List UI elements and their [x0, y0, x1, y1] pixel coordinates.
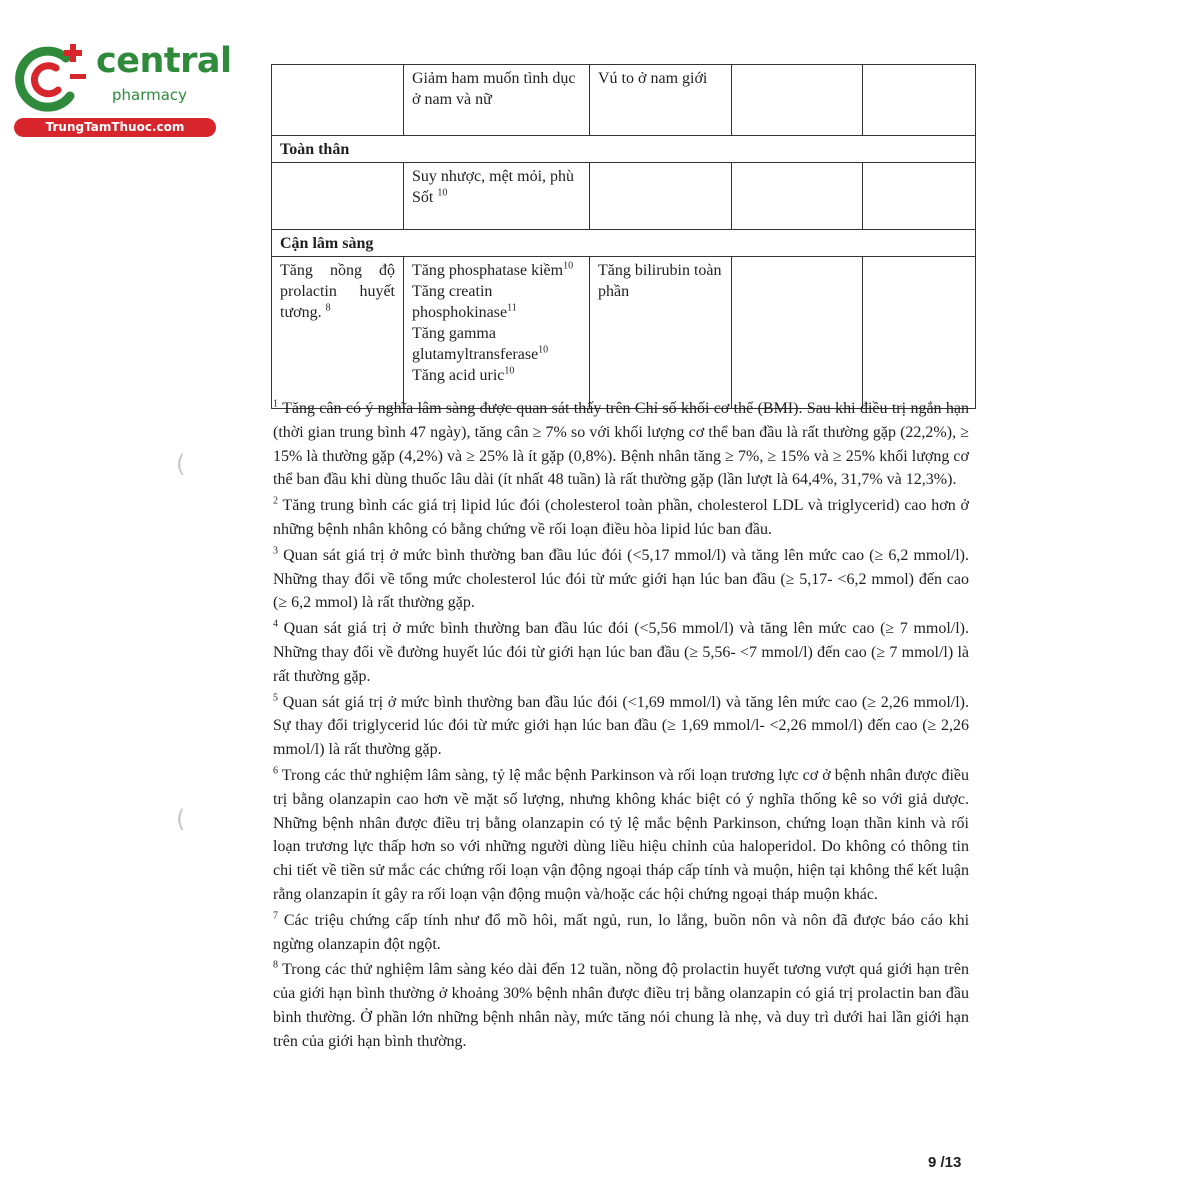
cell-text-line: Sốt $^{10}$ — [412, 187, 448, 206]
page-number: 9 /13 — [928, 1154, 962, 1171]
margin-mark: ( — [176, 805, 186, 833]
table-cell — [272, 163, 404, 230]
logo-c-cross-icon — [12, 40, 92, 118]
table-cell — [590, 65, 732, 136]
footnote — [273, 691, 969, 762]
table-cell — [272, 65, 404, 136]
table-cell — [863, 257, 976, 409]
table-cell — [590, 163, 732, 230]
footnote-text: Tăng cân có ý nghĩa lâm sàng được quan sát thấy trên Chỉ số khối cơ thể (BMI). Sau khi điều trị ngắn hạn (thời gian trung bình 47 ngày), tăng cân ≥ 7% so với khối lượng cơ thể ban đầu là rất thường gặp (22,2%), ≥ 15% là thường gặp (4,2%) và ≥ 25% là ít gặp (0,8%). Bệnh nhân tăng ≥ 7%, ≥ 15% và ≥ 25% khối lượng cơ thể ban đầu khi dùng thuốc lâu dài (ít nhất 48 tuần) là rất thường gặp (lần lượt là 64,4%, 31,7% và 12,3%). — [273, 400, 969, 489]
footnote-text: Quan sát giá trị ở mức bình thường ban đầu lúc đói (<5,56 mmol/l) và tăng lên mức cao (≥ 7 mmol/l). Những thay đổi về đường huyết lúc đói từ giới hạn lúc ban đầu (≥ 5,56- <7 mmol/l) đến cao (≥ 7 mmol/l) là rất thường gặp. — [273, 620, 970, 685]
footnote-ref: 10 — [563, 260, 574, 272]
cell-text: Suy nhược, mệt mỏi, phù — [412, 168, 575, 185]
footnote — [273, 617, 969, 688]
table-cell — [404, 257, 590, 409]
cell-text: Vú to ở nam giới — [598, 70, 708, 87]
footnote-ref: 10 — [437, 187, 448, 199]
footnote-text: Trong các thử nghiệm lâm sàng kéo dài đến 12 tuần, nồng độ prolactin huyết tương vượt quá giới hạn trên của giới hạn bình thường ở khoảng 30% bệnh nhân được điều trị bằng olanzapin có giá trị prolactin ban đầu bình thường. Ở phần lớn những bệnh nhân này, mức tăng nói chung là nhẹ, và duy trì dưới hai lần giới hạn trên của giới hạn bình thường. — [273, 961, 969, 1050]
footnote — [273, 764, 969, 907]
cell-text-line: Tăng phosphatase kiềm$^{10}$ — [412, 260, 574, 279]
footnote-text: Quan sát giá trị ở mức bình thường ban đầu lúc đói (<1,69 mmol/l) và tăng lên mức cao (≥ 2,26 mmol/l). Sự thay đổi triglycerid lúc đói từ mức giới hạn lúc ban đầu (≥ 1,69 mmol/l- <2,26 mmol/l) đến cao (≥ 2,26 mmol/l) là rất thường gặp. — [273, 693, 970, 759]
footnote — [273, 958, 969, 1053]
footnote-number: 7 — [273, 910, 278, 922]
footnote-number: 6 — [273, 765, 278, 777]
pharmacy-logo — [8, 34, 232, 144]
table-row — [272, 65, 976, 136]
table-section-row — [272, 136, 976, 163]
table-row — [272, 257, 976, 409]
table-cell — [863, 65, 976, 136]
table-cell — [590, 257, 732, 409]
footnote-text: Các triệu chứng cấp tính như đổ mồ hôi, mất ngủ, run, lo lắng, buồn nôn và nôn đã được báo cáo khi ngừng olanzapin đột ngột. — [273, 911, 970, 953]
logo-subtitle: pharmacy — [112, 86, 188, 104]
footnote — [273, 544, 969, 615]
cell-text-line: Tăng creatin phosphokinase$^{11}$ — [412, 283, 517, 321]
footnote-number: 4 — [273, 618, 278, 630]
table-cell — [732, 65, 863, 136]
table-cell — [404, 163, 590, 230]
table-cell — [732, 163, 863, 230]
section-heading: Cận lâm sàng — [272, 230, 976, 257]
adverse-reactions-table — [271, 64, 976, 409]
footnote — [273, 494, 969, 542]
footnote-ref: 8 — [325, 302, 331, 314]
table-cell — [272, 257, 404, 409]
cell-text: Tăng bilirubin toàn phần — [598, 262, 722, 300]
footnote-text: Tăng trung bình các giá trị lipid lúc đói (cholesterol toàn phần, cholesterol LDL và triglycerid) cao hơn ở những bệnh nhân không có bằng chứng về rối loạn điều hòa lipid lúc ban đầu. — [273, 497, 970, 538]
footnote-ref: 10 — [538, 344, 549, 356]
cell-text-line: Tăng gamma glutamyltransferase$^{10}$ — [412, 325, 549, 363]
table-cell — [732, 257, 863, 409]
cell-text: Giảm ham muốn tình dục ở nam và nữ — [412, 70, 576, 108]
footnote-text: Trong các thử nghiệm lâm sàng, tỷ lệ mắc bệnh Parkinson và rối loạn trương lực cơ ở bệnh nhân được điều trị bằng olanzapin cao hơn về mặt số lượng, nhưng không khác biệt có ý nghĩa thống kê so với giả dược. Những bệnh nhân được điều trị bằng olanzapin có tỷ lệ mắc bệnh Parkinson, chứng loạn thần kinh và rối loạn trương lực thấp hơn so với những người dùng liều hiệu chỉnh của haloperidol. Do không có thông tin chi tiết về tiền sử mắc các chứng rối loạn vận động ngoại tháp cấp tính và muộn, hiện tại không thể kết luận rằng olanzapin ít gây ra rối loạn vận động muộn và/hoặc các hội chứng ngoại tháp muộn khác. — [273, 766, 969, 903]
footnote-number: 3 — [273, 545, 278, 557]
footnotes — [273, 397, 969, 1056]
logo-name: central — [96, 41, 232, 81]
cell-text-line: Tăng acid uric$^{10}$ — [412, 365, 515, 384]
margin-mark: ( — [176, 450, 186, 478]
table-cell — [863, 163, 976, 230]
table-cell — [404, 65, 590, 136]
footnote-text: Quan sát giá trị ở mức bình thường ban đầu lúc đói (<5,17 mmol/l) và tăng lên mức cao (≥ 6,2 mmol/l). Những thay đổi về tổng mức cholesterol lúc đói từ mức giới hạn lúc ban đầu (≥ 5,17- <6,2 mmol) đến cao (≥ 6,2 mmol) là rất thường gặp. — [273, 546, 969, 612]
footnote-number: 8 — [273, 960, 278, 971]
logo-url-badge: TrungTamThuoc.com — [14, 118, 216, 137]
cell-text: Tăng nồng độ prolactin huyết tương. — [280, 262, 395, 321]
footnote-number: 2 — [273, 495, 278, 507]
section-heading: Toàn thân — [272, 136, 976, 163]
footnote — [273, 397, 969, 492]
table-section-row — [272, 230, 976, 257]
footnote-ref: 11 — [507, 302, 517, 314]
table-row — [272, 163, 976, 230]
footnote-number: 5 — [273, 692, 278, 704]
footnote-number: 1 — [273, 398, 278, 410]
footnote-ref: 10 — [504, 365, 515, 377]
footnote — [273, 909, 969, 957]
